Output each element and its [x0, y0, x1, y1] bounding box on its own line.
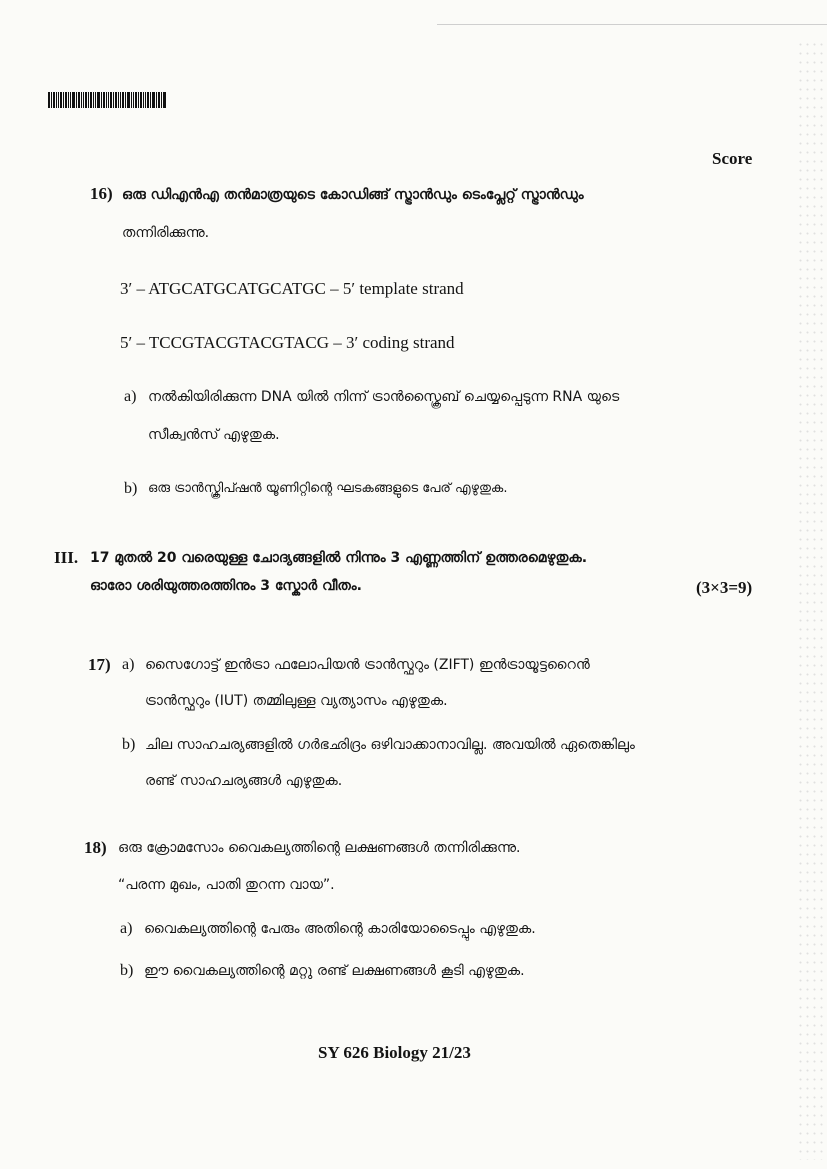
footer-paper-code: SY 626 Biology 21/23 [318, 1043, 471, 1062]
q16-stem-line2: തന്നിരിക്കുന്നു. [122, 225, 210, 241]
q16a-line1: നൽകിയിരിക്കുന്ന DNA യിൽ നിന്ന് ട്രാൻസ്ക്രൈബ് ചെയ്യപ്പെടുന്ന RNA യുടെ [148, 389, 620, 405]
score-label: Score [712, 149, 753, 168]
q17b-line1: ചില സാഹചര്യങ്ങളിൽ ഗർഭഛിദ്രം ഒഴിവാക്കാനാവില്ല. അവയിൽ ഏതെങ്കിലും [145, 737, 635, 753]
barcode [48, 92, 166, 108]
q16b-label: b) [124, 480, 138, 497]
q18-symptoms-quote: “പരന്ന മുഖം, പാതി തുറന്ന വായ”. [118, 877, 335, 893]
q18a-label: a) [120, 920, 133, 937]
q17-number: 17) [88, 655, 111, 674]
q17b-label: b) [122, 736, 136, 753]
q18b-label: b) [120, 962, 134, 979]
q17b-line2: രണ്ട് സാഹചര്യങ്ങൾ എഴുതുക. [145, 773, 343, 789]
section3-numeral: III. [54, 548, 79, 567]
q17a-line2: ട്രാൻസ്ഫറും (IUT) തമ്മിലുള്ള വ്യത്യാസം എഴുതുക. [145, 693, 448, 709]
q18-number: 18) [84, 838, 107, 857]
q16a-line2: സീക്വൻസ് എഴുതുക. [148, 427, 280, 443]
q18b-line1: ഈ വൈകല്യത്തിന്റെ മറ്റു രണ്ട് ലക്ഷണങ്ങൾ കൂടി എഴുതുക. [144, 963, 525, 979]
section3-marks: (3×3=9) [696, 578, 753, 597]
q16-template-strand: 3′ – ATGCATGCATGCATGC – 5′ template strand [120, 279, 464, 298]
top-rule [437, 24, 827, 25]
q17a-line1: സൈഗോട്ട് ഇൻട്രാ ഫലോപിയൻ ട്രാൻസ്ഫറും (ZIFT) ഇൻട്രായൂട്ടറൈൻ [145, 657, 590, 673]
q18-stem: ഒരു ക്രോമസോം വൈകല്യത്തിന്റെ ലക്ഷണങ്ങൾ തന്നിരിക്കുന്നു. [118, 840, 521, 856]
q16a-label: a) [124, 388, 137, 405]
q16b-line1: ഒരു ട്രാൻസ്ക്രിപ്ഷൻ യൂണിറ്റിന്റെ ഘടകങ്ങളുടെ പേര് എഴുതുക. [148, 481, 508, 496]
q16-coding-strand: 5′ – TCCGTACGTACGTACG – 3′ coding strand [120, 333, 455, 352]
q18a-line1: വൈകല്യത്തിന്റെ പേരും അതിന്റെ കാരിയോടൈപ്പും എഴുതുക. [144, 921, 536, 937]
q16-number: 16) [90, 184, 113, 203]
scan-edge-speckle [797, 40, 827, 1160]
q16-stem-line1: ഒരു ഡിഎൻഎ തൻമാത്രയുടെ കോഡിങ്ങ് സ്ട്രാൻഡും ടെംപ്ലേറ്റ് സ്ട്രാൻഡും [122, 187, 584, 203]
q17a-label: a) [122, 656, 135, 673]
section3-instruction-line2: ഓരോ ശരിയുത്തരത്തിനും 3 സ്കോർ വീതം. [90, 578, 362, 594]
section3-instruction-line1: 17 മുതൽ 20 വരെയുള്ള ചോദ്യങ്ങളിൽ നിന്നും 3 എണ്ണത്തിന് ഉത്തരമെഴുതുക. [90, 550, 588, 566]
